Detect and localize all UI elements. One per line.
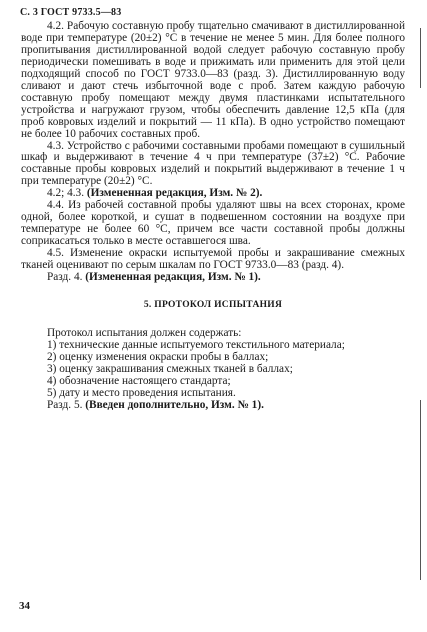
protocol-item: 2) оценку изменения окраски пробы в баллах; [47,350,269,363]
section-5-title: 5. ПРОТОКОЛ ИСПЫТАНИЯ [143,299,283,310]
amendment-ref: Разд. 4. [47,271,83,284]
paragraph-4-3: 4.3. Устройство с рабочими составными пробами помещают в сушильный шкаф и выдерживают в течение 4 ч при температуре (37±2) °С. Рабочие составные пробы ковровых изделий и покрытий выдерживают в течение 1 ч при температуре (20±2) °С. [21,139,405,188]
page-number: 34 [19,600,30,612]
amendment-text: (Введен дополнительно, Изм. № 1). [85,398,264,411]
protocol-item: 1) технические данные испытуемого текстильного материала; [47,338,345,351]
margin-line-bottom [420,400,421,580]
amendment-note-razd-5 [21,400,405,412]
amendment-ref: 4.2; 4.3. [47,187,85,200]
amendment-text: (Измененная редакция, Изм. № 1). [85,271,261,284]
amendment-ref: Разд. 5. [47,398,83,411]
margin-line-top [420,28,421,88]
protocol-item: 3) оценку закрашивания смежных тканей в баллах; [47,362,293,375]
paragraph-4-5: 4.5. Изменение окраски испытуемой пробы и закрашивание смежных тканей оценивают по серым шкалам по ГОСТ 9733.0—83 (разд. 4). [21,247,405,272]
paragraph-4-2: 4.2. Рабочую составную пробу тщательно смачивают в дистиллированной воде при температуре (20±2) °С в течение не менее 5 мин. Для более полного пропитывания дистиллированной водой следует рабочую составную пробу периодически помешивать в воде и прижимать или применить для этой цели подходящий способ по ГОСТ 9733.0—83 (разд. 3). Дистиллированную воду сливают и дают стечь избыточной воде с проб. Затем каждую рабочую составную пробу помещают между двумя пластинками испытательного устройства и нагружают грузом, чтобы обеспечить давление 12,5 кПа (для проб ковровых изделий и покрытий — 11 кПа). В одно устройство помещают не более 10 рабочих составных проб. [21,20,405,140]
page-header: С. 3 ГОСТ 9733.5—83 [20,7,122,18]
amendment-note-razd-4 [21,272,405,284]
amendment-text: (Измененная редакция, Изм. № 2). [86,187,263,200]
paragraph-4-4: 4.4. Из рабочей составной пробы удаляют швы на всех сторонах, кроме одной, более короткой, и сушат в подвешенном состоянии на воздухе при температуре не более 60 °С, причем все части составной пробы должны соприкасаться только в месте оставшегося шва. [21,199,405,248]
protocol-item: 4) обозначение настоящего стандарта; [47,374,231,387]
protocol-intro: Протокол испытания должен содержать: [47,326,242,339]
document-body [21,21,405,412]
protocol-item: 5) дату и место проведения испытания. [47,386,236,399]
